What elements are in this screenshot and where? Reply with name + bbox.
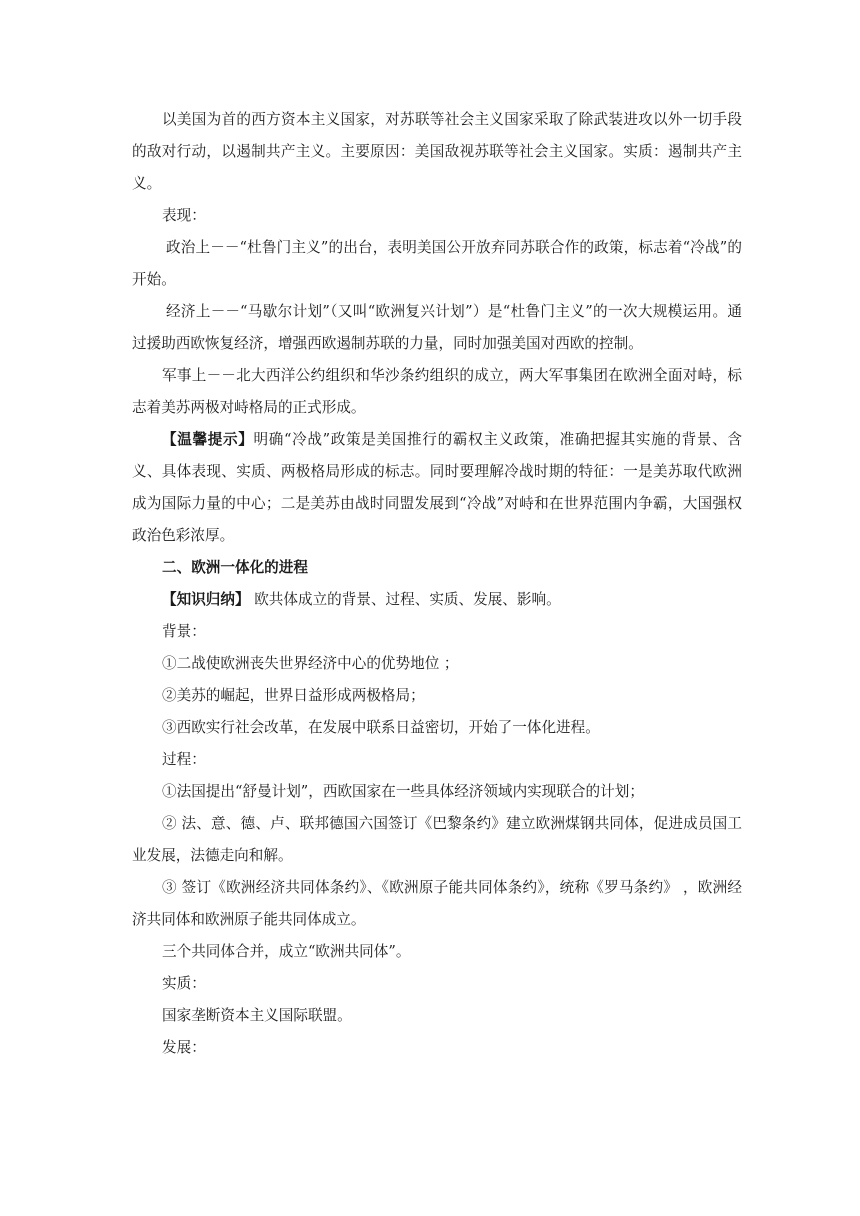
- background-item: ①二战使欧洲丧失世界经济中心的优势地位 ；: [162, 655, 459, 672]
- tip-paragraph: [132, 424, 742, 552]
- document-body: [132, 104, 742, 1064]
- process-item: ①法国提出“舒曼计划”，西欧国家在一些具体经济领域内实现联合的计划；: [162, 783, 644, 800]
- process-item: 三个共同体合并，成立“欧洲共同体”。: [162, 943, 411, 960]
- political-paragraph: 政治上－－“杜鲁门主义”的出台，表明美国公开放弃同苏联合作的政策，标志着“冷战”的开始。: [132, 239, 742, 288]
- manifestation-label: 表现：: [162, 207, 206, 224]
- process-item: ② 法、意、德、卢、联邦德国六国签订《巴黎条约》建立欧洲煤钢共同体，促进成员国工业发展，法德走向和解。: [132, 815, 742, 864]
- military-paragraph: 军事上－－北大西洋公约组织和华沙条约组织的成立，两大军事集团在欧洲全面对峙，标志着美苏两极对峙格局的正式形成。: [132, 367, 742, 416]
- tip-text: 明确“冷战”政策是美国推行的霸权主义政策，准确把握其实施的背景、含义、具体表现、实质、两极格局形成的标志。同时要理解冷战时期的特征：一是美苏取代欧洲成为国际力量的中心；二是美苏由战时同盟发展到“冷战”对峙和在世界范围内争霸，大国强权政治色彩浓厚。: [132, 431, 742, 544]
- section-heading: 二、欧洲一体化的进程: [162, 559, 308, 576]
- essence-label: 实质：: [162, 975, 206, 992]
- cold-war-definition-paragraph: 以美国为首的西方资本主义国家，对苏联等社会主义国家采取了除武装进攻以外一切手段的敌对行动，以遏制共产主义。主要原因：美国敌视苏联等社会主义国家。实质：遏制共产主义。: [132, 111, 742, 192]
- background-item: ③西欧实行社会改革，在发展中联系日益密切，开始了一体化进程。: [162, 719, 600, 736]
- background-item: ②美苏的崛起，世界日益形成两极格局；: [162, 687, 425, 704]
- process-label: 过程：: [162, 751, 206, 768]
- economic-paragraph: 经济上－－“马歇尔计划”（又叫“欧洲复兴计划”）是“杜鲁门主义”的一次大规模运用。通过援助西欧恢复经济，增强西欧遏制苏联的力量，同时加强美国对西欧的控制。: [132, 303, 742, 352]
- process-item: ③ 签订《欧洲经济共同体条约》、《欧洲原子能共同体条约》，统称《罗马条约》 ，欧洲经济共同体和欧洲原子能共同体成立。: [132, 879, 742, 928]
- knowledge-paragraph: [132, 584, 742, 616]
- essence-text: 国家垄断资本主义国际联盟。: [162, 1007, 352, 1024]
- tip-label: 【温馨提示】: [162, 431, 254, 448]
- background-label: 背景：: [162, 623, 206, 640]
- development-label: 发展：: [162, 1039, 206, 1056]
- knowledge-label: 【知识归纳】: [162, 591, 250, 608]
- knowledge-text: 欧共体成立的背景、过程、实质、发展、影响。: [249, 591, 561, 608]
